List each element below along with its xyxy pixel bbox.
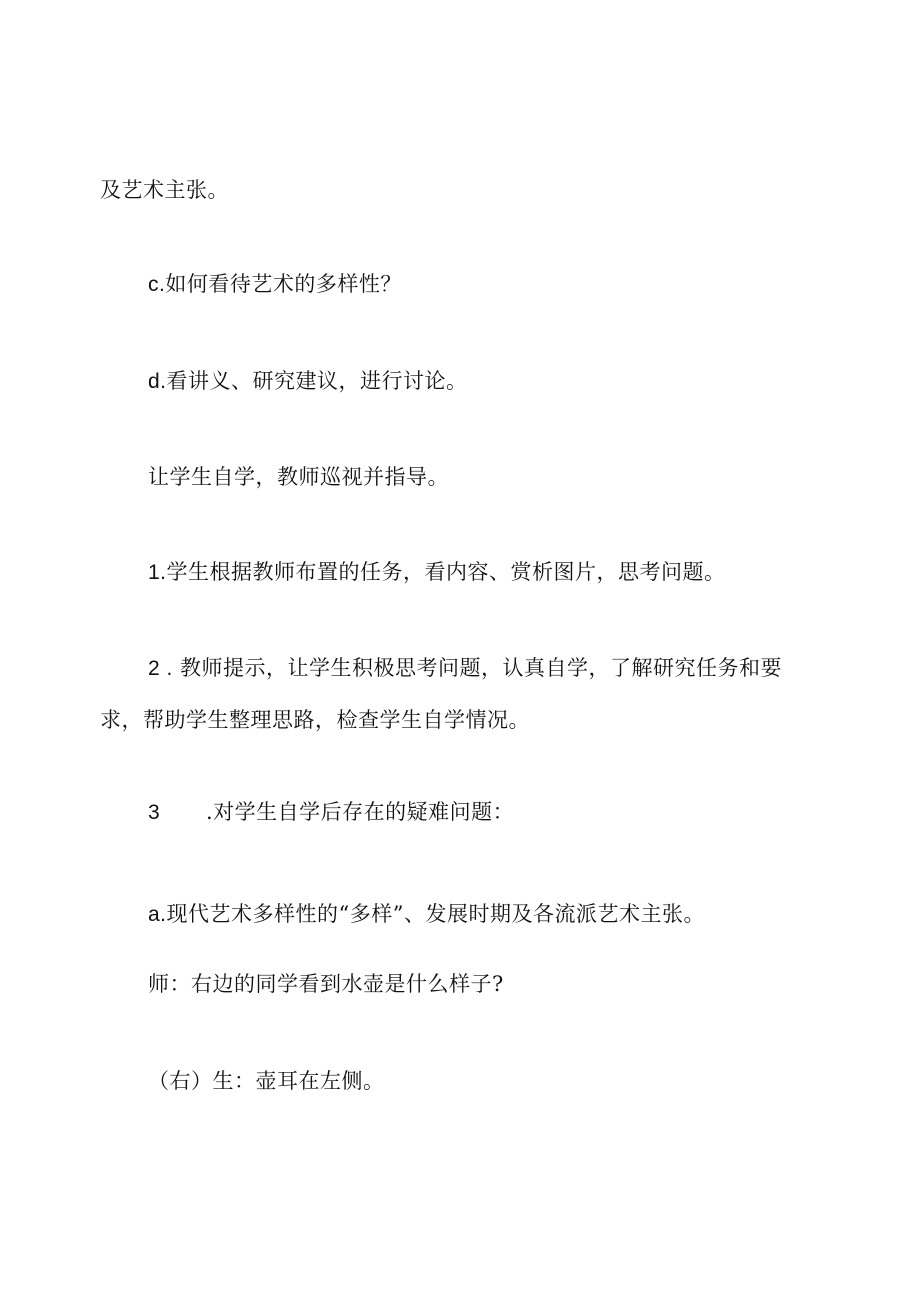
list-item-2: [148, 654, 782, 683]
line-text: 现代艺术多样性的“多样”、发展时期及各流派艺术主张。: [166, 902, 705, 926]
list-item-a: [148, 900, 705, 929]
list-marker: 2 .: [148, 657, 173, 680]
list-item-c: [148, 270, 402, 299]
line-text: 如何看待艺术的多样性？: [165, 272, 402, 296]
line-text: 师：右边的同学看到水壶是什么样子?: [148, 972, 504, 996]
dialogue-line-student: [148, 1067, 385, 1095]
list-item-3: [148, 798, 514, 827]
line-text: .对学生自学后存在的疑难问题：: [206, 800, 515, 824]
line-text: 看讲义、研究建议，进行讨论。: [166, 369, 468, 393]
paragraph-line: [100, 176, 229, 204]
line-text: 学生根据教师布置的任务，看内容、赏析图片，思考问题。: [166, 560, 726, 584]
line-text: 及艺术主张。: [100, 178, 229, 202]
line-text: 求，帮助学生整理思路，检查学生自学情况。: [100, 708, 530, 732]
list-marker: 3: [148, 801, 161, 824]
list-marker: a.: [148, 903, 167, 926]
paragraph-line: [148, 463, 449, 491]
line-text: 教师提示，让学生积极思考问题，认真自学，了解研究任务和要: [180, 656, 783, 680]
list-marker: d.: [148, 370, 167, 393]
list-marker: c.: [148, 273, 166, 296]
paragraph-line: [100, 706, 530, 734]
dialogue-line-teacher: [148, 970, 504, 998]
list-item-d: [148, 367, 468, 396]
list-item-1: [148, 558, 726, 587]
list-marker: 1.: [148, 561, 167, 584]
line-text: 让学生自学，教师巡视并指导。: [148, 465, 449, 489]
line-text: （右）生：壶耳在左侧。: [148, 1069, 385, 1093]
